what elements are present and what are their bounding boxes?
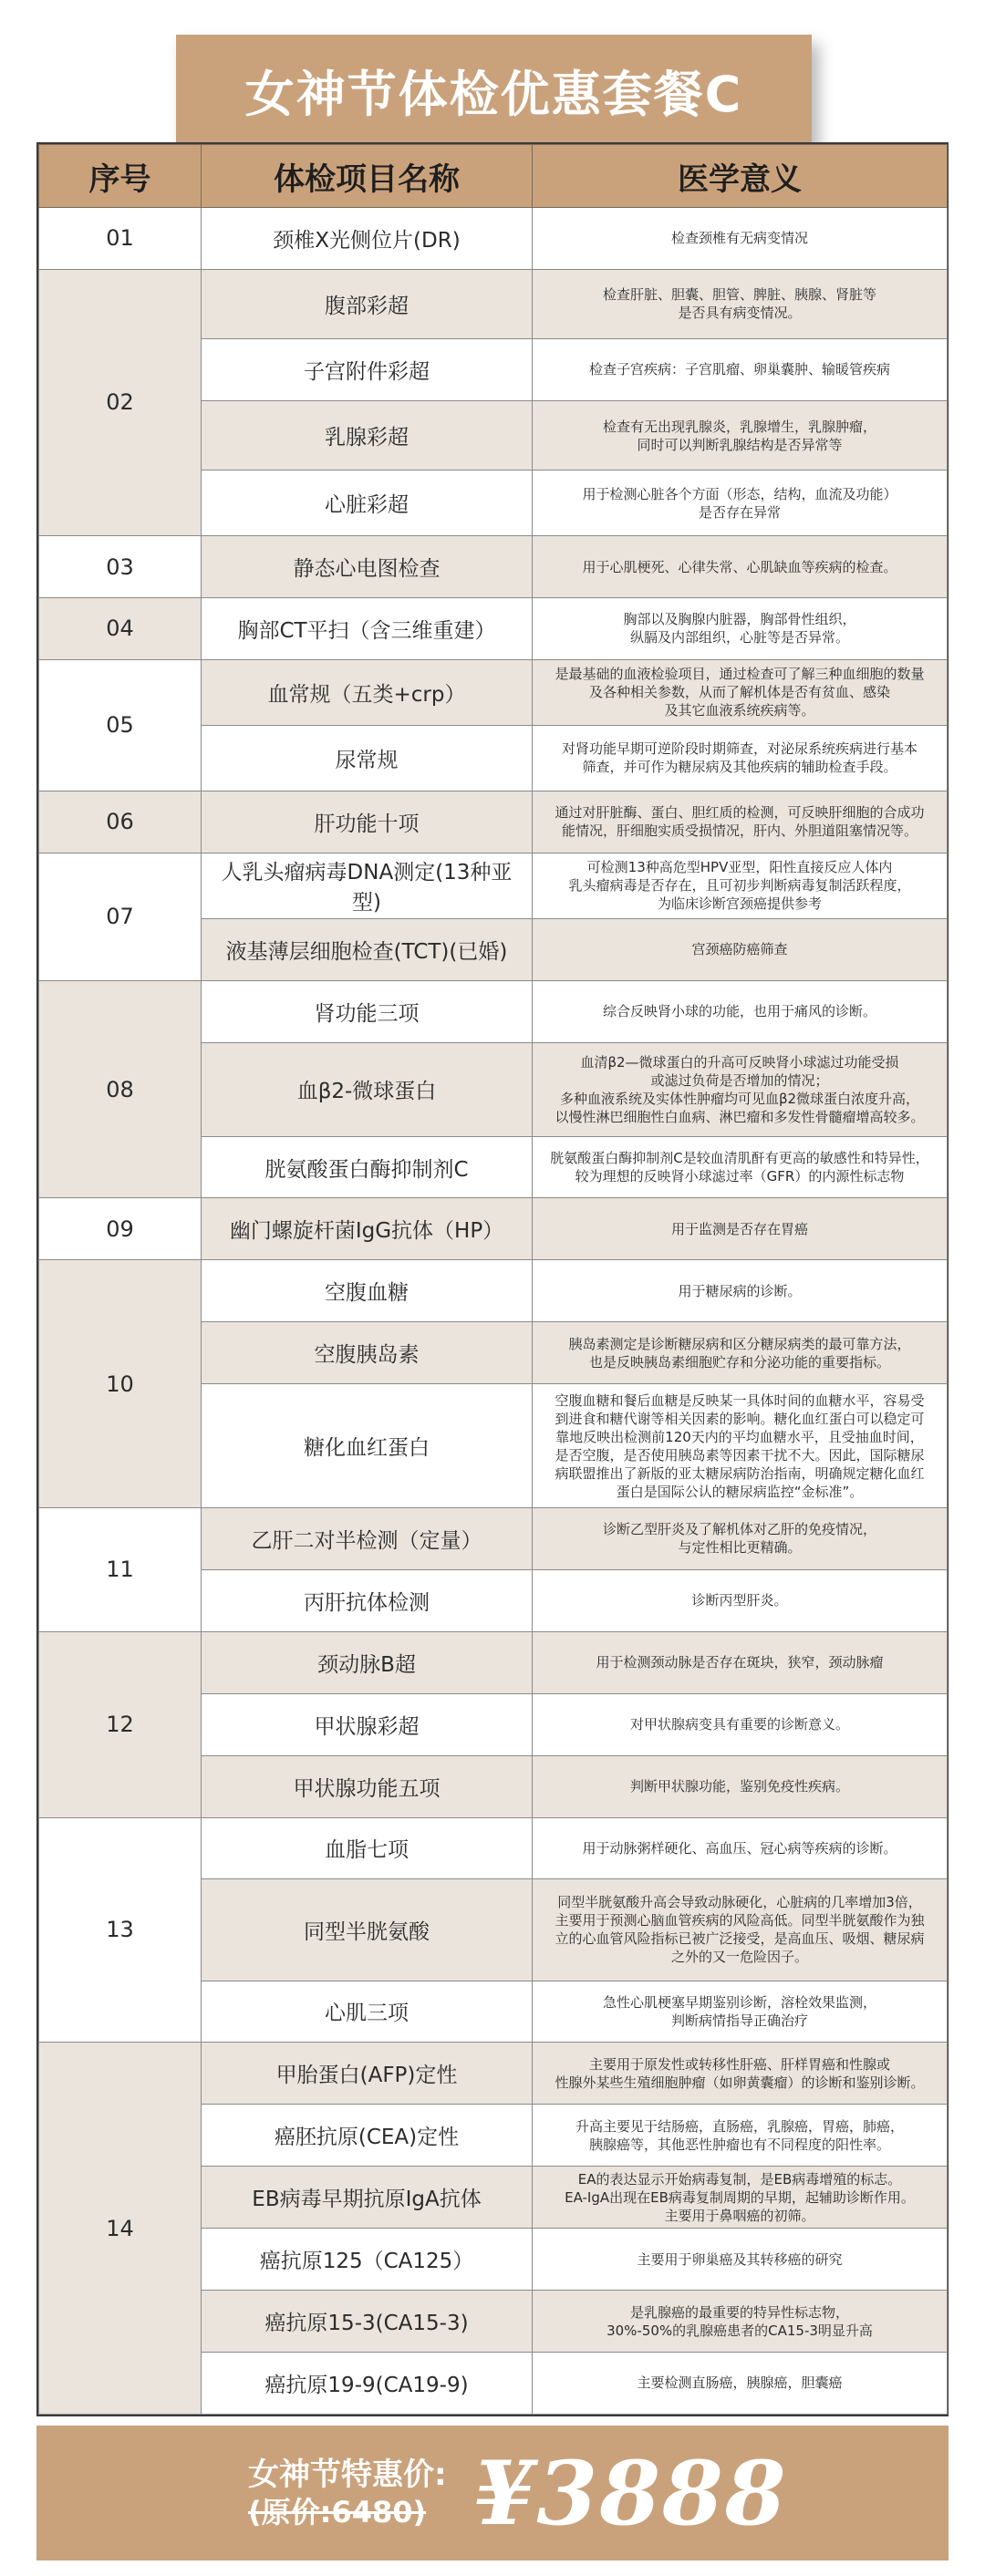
item-name: 乳腺彩超 xyxy=(202,400,533,470)
item-meaning: 检查肝脏、胆囊、胆管、脾脏、胰腺、肾脏等 是否具有病变情况。 xyxy=(533,269,948,338)
table-body xyxy=(39,208,948,2415)
item-name: 甲状腺彩超 xyxy=(202,1693,533,1755)
item-name: 空腹胰岛素 xyxy=(202,1322,533,1384)
item-number: 01 xyxy=(39,208,202,270)
table-row xyxy=(39,659,948,725)
table-row xyxy=(39,1631,948,1693)
item-name: 癌抗原19-9(CA19-9) xyxy=(202,2352,533,2414)
header-meaning: 医学意义 xyxy=(533,145,948,208)
table-row xyxy=(39,597,948,659)
item-name: 液基薄层细胞检查(TCT)(已婚) xyxy=(202,918,533,980)
table-row xyxy=(39,853,948,918)
item-meaning: 可检测13种高危型HPV亚型，阳性直接反应人体内 乳头瘤病毒是否存在，且可初步判断病毒复制活跃程度， 为临床诊断宫颈癌提供参考 xyxy=(533,853,948,918)
item-meaning: EA的表达显示开始病毒复制，是EB病毒增殖的标志。 EA-IgA出现在EB病毒复制周期的早期，起辅助诊断作用。 主要用于鼻咽癌的初筛。 xyxy=(533,2167,948,2229)
item-meaning: 判断甲状腺功能，鉴别免疫性疾病。 xyxy=(533,1755,948,1817)
table-row xyxy=(39,1260,948,1322)
item-number: 07 xyxy=(39,853,202,980)
item-name: 乙肝二对半检测（定量） xyxy=(202,1507,533,1569)
item-meaning: 用于检测心脏各个方面（形态，结构，血流及功能） 是否存在异常 xyxy=(533,471,948,536)
item-meaning: 检查有无出现乳腺炎，乳腺增生，乳腺肿瘤， 同时可以判断乳腺结构是否异常等 xyxy=(533,400,948,470)
table-row xyxy=(39,1198,948,1260)
item-meaning: 主要用于卵巢癌及其转移癌的研究 xyxy=(533,2229,948,2291)
item-meaning: 综合反映肾小球的功能，也用于痛风的诊断。 xyxy=(533,980,948,1042)
item-name: 肾功能三项 xyxy=(202,980,533,1042)
item-number: 12 xyxy=(39,1631,202,1817)
item-number: 03 xyxy=(39,536,202,598)
item-name: EB病毒早期抗原IgA抗体 xyxy=(202,2167,533,2229)
item-meaning: 用于糖尿病的诊断。 xyxy=(533,1260,948,1322)
item-name: 癌抗原125（CA125） xyxy=(202,2229,533,2291)
item-meaning: 诊断丙型肝炎。 xyxy=(533,1569,948,1631)
item-name: 幽门螺旋杆菌IgG抗体（HP） xyxy=(202,1198,533,1260)
item-meaning: 检查颈椎有无病变情况 xyxy=(533,208,948,270)
item-meaning: 诊断乙型肝炎及了解机体对乙肝的免疫情况， 与定性相比更精确。 xyxy=(533,1507,948,1569)
item-number: 02 xyxy=(39,269,202,535)
item-meaning: 主要用于原发性或转移性肝癌、肝样胃癌和性腺或 性腺外某些生殖细胞肿瘤（如卵黄囊瘤）的诊断和鉴别诊断。 xyxy=(533,2043,948,2105)
item-name: 同型半胱氨酸 xyxy=(202,1879,533,1981)
item-meaning: 同型半胱氨酸升高会导致动脉硬化，心脏病的几率增加3倍， 主要用于预测心脑血管疾病的风险高低。同型半胱氨酸作为独 立的心血管风险指标已被广泛接受，是高血压、吸烟、糖尿病 之外的又一危险因子。 xyxy=(533,1879,948,1981)
item-name: 肝功能十项 xyxy=(202,791,533,853)
item-number: 14 xyxy=(39,2043,202,2415)
item-meaning: 主要检测直肠癌，胰腺癌，胆囊癌 xyxy=(533,2352,948,2414)
table-row xyxy=(39,208,948,270)
item-name: 尿常规 xyxy=(202,725,533,791)
item-number: 06 xyxy=(39,791,202,853)
item-name: 癌抗原15-3(CA15-3) xyxy=(202,2291,533,2353)
item-name: 心脏彩超 xyxy=(202,471,533,536)
item-name: 甲状腺功能五项 xyxy=(202,1755,533,1817)
item-name: 血常规（五类+crp） xyxy=(202,659,533,725)
item-name: 甲胎蛋白(AFP)定性 xyxy=(202,2043,533,2105)
title-banner xyxy=(176,35,812,146)
item-number: 11 xyxy=(39,1507,202,1631)
item-meaning: 升高主要见于结肠癌，直肠癌，乳腺癌，胃癌，肺癌， 胰腺癌等，其他恶性肿瘤也有不同程度的阳性率。 xyxy=(533,2105,948,2167)
table-row xyxy=(39,269,948,338)
table-row xyxy=(39,980,948,1042)
item-meaning: 胸部以及胸腺内脏器，胸部骨性组织， 纵膈及内部组织，心脏等是否异常。 xyxy=(533,597,948,659)
table-row xyxy=(39,2043,948,2105)
item-meaning: 是最基础的血液检验项目，通过检查可了解三种血细胞的数量 及各种相关参数，从而了解机体是否有贫血、感染 及其它血液系统疾病等。 xyxy=(533,659,948,725)
item-number: 09 xyxy=(39,1198,202,1260)
item-name: 胱氨酸蛋白酶抑制剂C xyxy=(202,1136,533,1198)
original-price: (原价:6480) xyxy=(248,2495,427,2529)
item-meaning: 通过对肝脏酶、蛋白、胆红质的检测，可反映肝细胞的合成功 能情况，肝细胞实质受损情况，肝内、外胆道阻塞情况等。 xyxy=(533,791,948,853)
exam-table xyxy=(38,144,948,2415)
page-title: 女神节体检优惠套餐C xyxy=(244,65,743,123)
item-meaning: 用于动脉粥样硬化、高血压、冠心病等疾病的诊断。 xyxy=(533,1817,948,1879)
item-meaning: 血清β2—微球蛋白的升高可反映肾小球滤过功能受损 或滤过负荷是否增加的情况； 多种血液系统及实体性肿瘤均可见血β2微球蛋白浓度升高， 以慢性淋巴细胞性白血病、淋巴瘤和多发性骨髓瘤增高较多。 xyxy=(533,1042,948,1136)
item-name: 颈椎X光侧位片(DR) xyxy=(202,208,533,270)
special-price: ¥3888 xyxy=(473,2441,788,2545)
item-meaning: 检查子宫疾病：子宫肌瘤、卵巢囊肿、输暖管疾病 xyxy=(533,339,948,401)
item-number: 10 xyxy=(39,1260,202,1508)
table-header-row xyxy=(39,145,948,208)
header-item-name: 体检项目名称 xyxy=(202,145,533,208)
item-number: 04 xyxy=(39,597,202,659)
item-meaning: 用于心肌梗死、心律失常、心肌缺血等疾病的检查。 xyxy=(533,536,948,598)
item-name: 空腹血糖 xyxy=(202,1260,533,1322)
item-name: 丙肝抗体检测 xyxy=(202,1569,533,1631)
exam-table-container xyxy=(36,142,949,2416)
table-row xyxy=(39,1817,948,1879)
item-name: 腹部彩超 xyxy=(202,269,533,338)
item-meaning: 急性心肌梗塞早期鉴别诊断，溶栓效果监测， 判断病情指导正确治疗 xyxy=(533,1981,948,2043)
item-name: 癌胚抗原(CEA)定性 xyxy=(202,2105,533,2167)
item-number: 08 xyxy=(39,980,202,1198)
item-meaning: 用于检测颈动脉是否存在斑块，狭窄，颈动脉瘤 xyxy=(533,1631,948,1693)
item-name: 心肌三项 xyxy=(202,1981,533,2043)
item-name: 人乳头瘤病毒DNA测定(13种亚型) xyxy=(202,853,533,918)
item-number: 05 xyxy=(39,659,202,791)
item-meaning: 胱氨酸蛋白酶抑制剂C是较血清肌酐有更高的敏感性和特异性， 较为理想的反映肾小球滤过率（GFR）的内源性标志物 xyxy=(533,1136,948,1198)
item-meaning: 是乳腺癌的最重要的特异性标志物， 30%-50%的乳腺癌患者的CA15-3明显升高 xyxy=(533,2291,948,2353)
item-number: 13 xyxy=(39,1817,202,2043)
header-number: 序号 xyxy=(39,145,202,208)
item-name: 胸部CT平扫（含三维重建） xyxy=(202,597,533,659)
item-meaning: 用于监测是否存在胃癌 xyxy=(533,1198,948,1260)
table-row xyxy=(39,791,948,853)
item-name: 血β2-微球蛋白 xyxy=(202,1042,533,1136)
item-name: 静态心电图检查 xyxy=(202,536,533,598)
item-name: 血脂七项 xyxy=(202,1817,533,1879)
item-name: 颈动脉B超 xyxy=(202,1631,533,1693)
item-meaning: 对肾功能早期可逆阶段时期筛查，对泌尿系统疾病进行基本 筛查，并可作为糖尿病及其他疾病的辅助检查手段。 xyxy=(533,725,948,791)
price-left xyxy=(248,2456,447,2530)
item-meaning: 对甲状腺病变具有重要的诊断意义。 xyxy=(533,1693,948,1755)
table-row xyxy=(39,536,948,598)
item-name: 子宫附件彩超 xyxy=(202,339,533,401)
table-row xyxy=(39,1507,948,1569)
item-meaning: 空腹血糖和餐后血糖是反映某一具体时间的血糖水平，容易受 到进食和糖代谢等相关因素的影响。糖化血红蛋白可以稳定可 靠地反映出检测前120天内的平均血糖水平，且受抽血时间， 是否空腹，是否使用胰岛素等因素干扰不大。因此，国际糖尿 病联盟推出了新版的亚太糖尿病防治指南，明确规定糖化血红 蛋白是国际公认的糖尿病监控“金标准”。 xyxy=(533,1384,948,1508)
price-banner xyxy=(36,2426,949,2560)
price-label: 女神节特惠价: xyxy=(248,2457,447,2493)
item-name: 糖化血红蛋白 xyxy=(202,1384,533,1508)
item-meaning: 胰岛素测定是诊断糖尿病和区分糖尿病类的最可靠方法， 也是反映胰岛素细胞贮存和分泌功能的重要指标。 xyxy=(533,1322,948,1384)
item-meaning: 宫颈癌防癌筛查 xyxy=(533,918,948,980)
